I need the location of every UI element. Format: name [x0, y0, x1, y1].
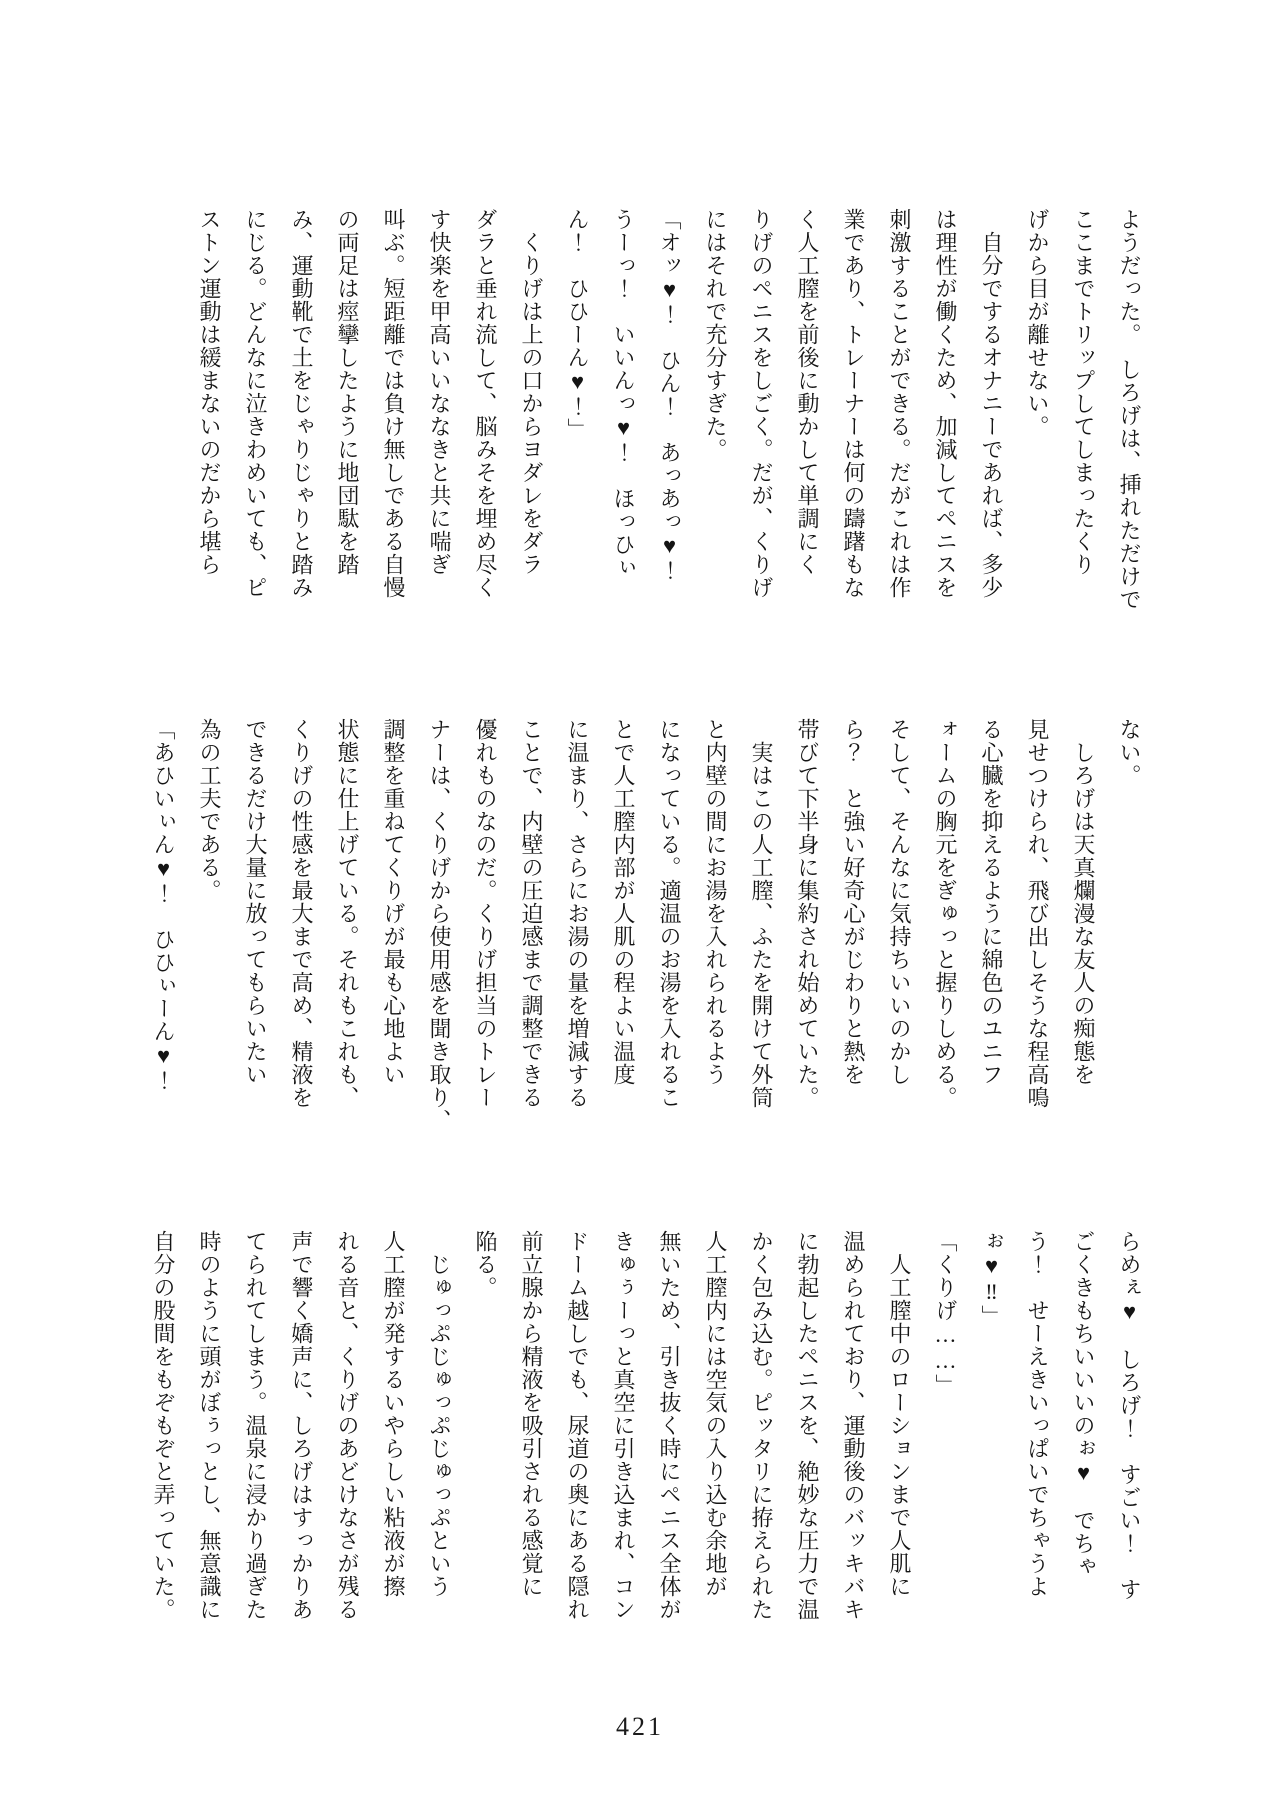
- text-column: 自分の股間をもぞもぞと弄っていた。: [151, 1230, 176, 1621]
- text-column: に勃起したペニスを、絶妙な圧力で温: [795, 1230, 820, 1621]
- text-column: うーっ！ いいんっ♥！ ほっひぃ: [611, 208, 636, 579]
- text-column: じゅっぷじゅっぷじゅっぷという: [427, 1230, 452, 1598]
- text-column: く人工膣を前後に動かして単調にく: [795, 208, 820, 576]
- text-column: す快楽を甲高いいななきと共に喘ぎ: [427, 208, 452, 576]
- text-column: 調整を重ねてくりげが最も心地よい: [381, 718, 406, 1086]
- text-column: 帯びて下半身に集約され始めていた。: [795, 718, 820, 1109]
- text-column: は理性が働くため、加減してペニスを: [933, 208, 958, 599]
- text-column: できるだけ大量に放ってもらいたい: [243, 718, 268, 1086]
- text-column: に温まり、さらにお湯の量を増減する: [565, 718, 590, 1109]
- text-column: ら？ と強い好奇心がじわりと熱を: [841, 718, 866, 1086]
- text-column: 「くりげ……」: [933, 1230, 958, 1397]
- text-column: ナーは、くりげから使用感を聞き取り、: [427, 718, 452, 1132]
- text-column: 優れものなのだ。くりげ担当のトレー: [473, 718, 498, 1109]
- text-band-middle: [140, 718, 1152, 1148]
- text-column: 無いため、引き抜く時にペニス全体が: [657, 1230, 682, 1621]
- page-number: 421: [616, 1712, 664, 1741]
- text-column: 実はこの人工膣、ふたを開けて外筒: [749, 718, 774, 1109]
- text-column: ようだった。 しろげは、挿れただけで: [1117, 208, 1142, 611]
- text-column: う！ せーえきいっぱいでちゃうよ: [1025, 1230, 1050, 1598]
- text-column: 見せつけられ、飛び出しそうな程高鳴: [1025, 718, 1050, 1109]
- text-column: てられてしまう。温泉に浸かり過ぎた: [243, 1230, 268, 1621]
- text-column: しろげは天真爛漫な友人の痴態を: [1071, 718, 1096, 1086]
- text-column: ぉ♥‼」: [979, 1230, 1004, 1328]
- text-column: にはそれで充分すぎた。: [703, 208, 728, 461]
- text-column: 人工膣内には空気の入り込む余地が: [703, 1230, 728, 1598]
- text-column: ない。: [1117, 718, 1142, 787]
- text-column: 人工膣が発するいやらしい粘液が擦: [381, 1230, 406, 1598]
- text-column: 自分でするオナニーであれば、多少: [979, 208, 1004, 599]
- text-column: 業であり、トレーナーは何の躊躇もな: [841, 208, 866, 599]
- text-column: 前立腺から精液を吸引される感覚に: [519, 1230, 544, 1598]
- text-column: ォームの胸元をぎゅっと握りしめる。: [933, 718, 958, 1109]
- text-column: る心臓を抑えるように綿色のユニフ: [979, 718, 1004, 1086]
- text-column: み、運動靴で土をじゃりじゃりと踏み: [289, 208, 314, 599]
- text-band-bottom: [140, 1230, 1152, 1660]
- text-column: ん！ ひひーん♥！」: [565, 208, 590, 441]
- text-column: とで人工膣内部が人肌の程よい温度: [611, 718, 636, 1086]
- text-column: 状態に仕上げている。それもこれも、: [335, 718, 360, 1109]
- text-column: ここまでトリップしてしまったくり: [1071, 208, 1096, 576]
- text-column: 「あひいぃん♥！ ひひぃーん♥！: [151, 718, 176, 1092]
- text-column: げから目が離せない。: [1025, 208, 1050, 438]
- text-column: にじる。どんなに泣きわめいても、ピ: [243, 208, 268, 599]
- text-column: れる音と、くりげのあどけなさが残る: [335, 1230, 360, 1621]
- text-column: らめぇ♥ しろげ！ すごい！ す: [1117, 1230, 1142, 1601]
- text-column: の両足は痙攣したように地団駄を踏: [335, 208, 360, 576]
- text-column: きゅぅーっと真空に引き込まれ、コン: [611, 1230, 636, 1621]
- text-column: そして、そんなに気持ちいいのかし: [887, 718, 912, 1086]
- text-column: 温められており、運動後のバッキバキ: [841, 1230, 866, 1621]
- text-column: くりげの性感を最大まで高め、精液を: [289, 718, 314, 1109]
- text-column: 時のように頭がぼぅっとし、無意識に: [197, 1230, 222, 1621]
- text-column: と内壁の間にお湯を入れられるよう: [703, 718, 728, 1086]
- text-column: 声で響く嬌声に、しろげはすっかりあ: [289, 1230, 314, 1621]
- text-band-top: [186, 208, 1152, 638]
- text-column: りげのペニスをしごく。だが、くりげ: [749, 208, 774, 599]
- text-column: 「オッ♥！ ひん！ あっあっ♥！: [657, 208, 682, 582]
- text-column: くりげは上の口からヨダレをダラ: [519, 208, 544, 576]
- text-column: 人工膣中のローションまで人肌に: [887, 1230, 912, 1598]
- text-column: 刺激することができる。だがこれは作: [887, 208, 912, 599]
- text-column: ごくきもちいいいのぉ♥ でちゃ: [1071, 1230, 1096, 1578]
- text-column: 陥る。: [473, 1230, 498, 1299]
- text-column: 為の工夫である。: [197, 718, 222, 902]
- text-column: かく包み込む。ピッタリに拵えられた: [749, 1230, 774, 1621]
- text-column: ストン運動は緩まないのだから堪ら: [197, 208, 222, 576]
- text-column: になっている。適温のお湯を入れるこ: [657, 718, 682, 1109]
- text-column: ことで、内壁の圧迫感まで調整できる: [519, 718, 544, 1109]
- text-column: 叫ぶ。短距離では負け無しである自慢: [381, 208, 406, 599]
- text-column: ドーム越しでも、尿道の奥にある隠れ: [565, 1230, 590, 1621]
- text-column: ダラと垂れ流して、脳みそを埋め尽く: [473, 208, 498, 599]
